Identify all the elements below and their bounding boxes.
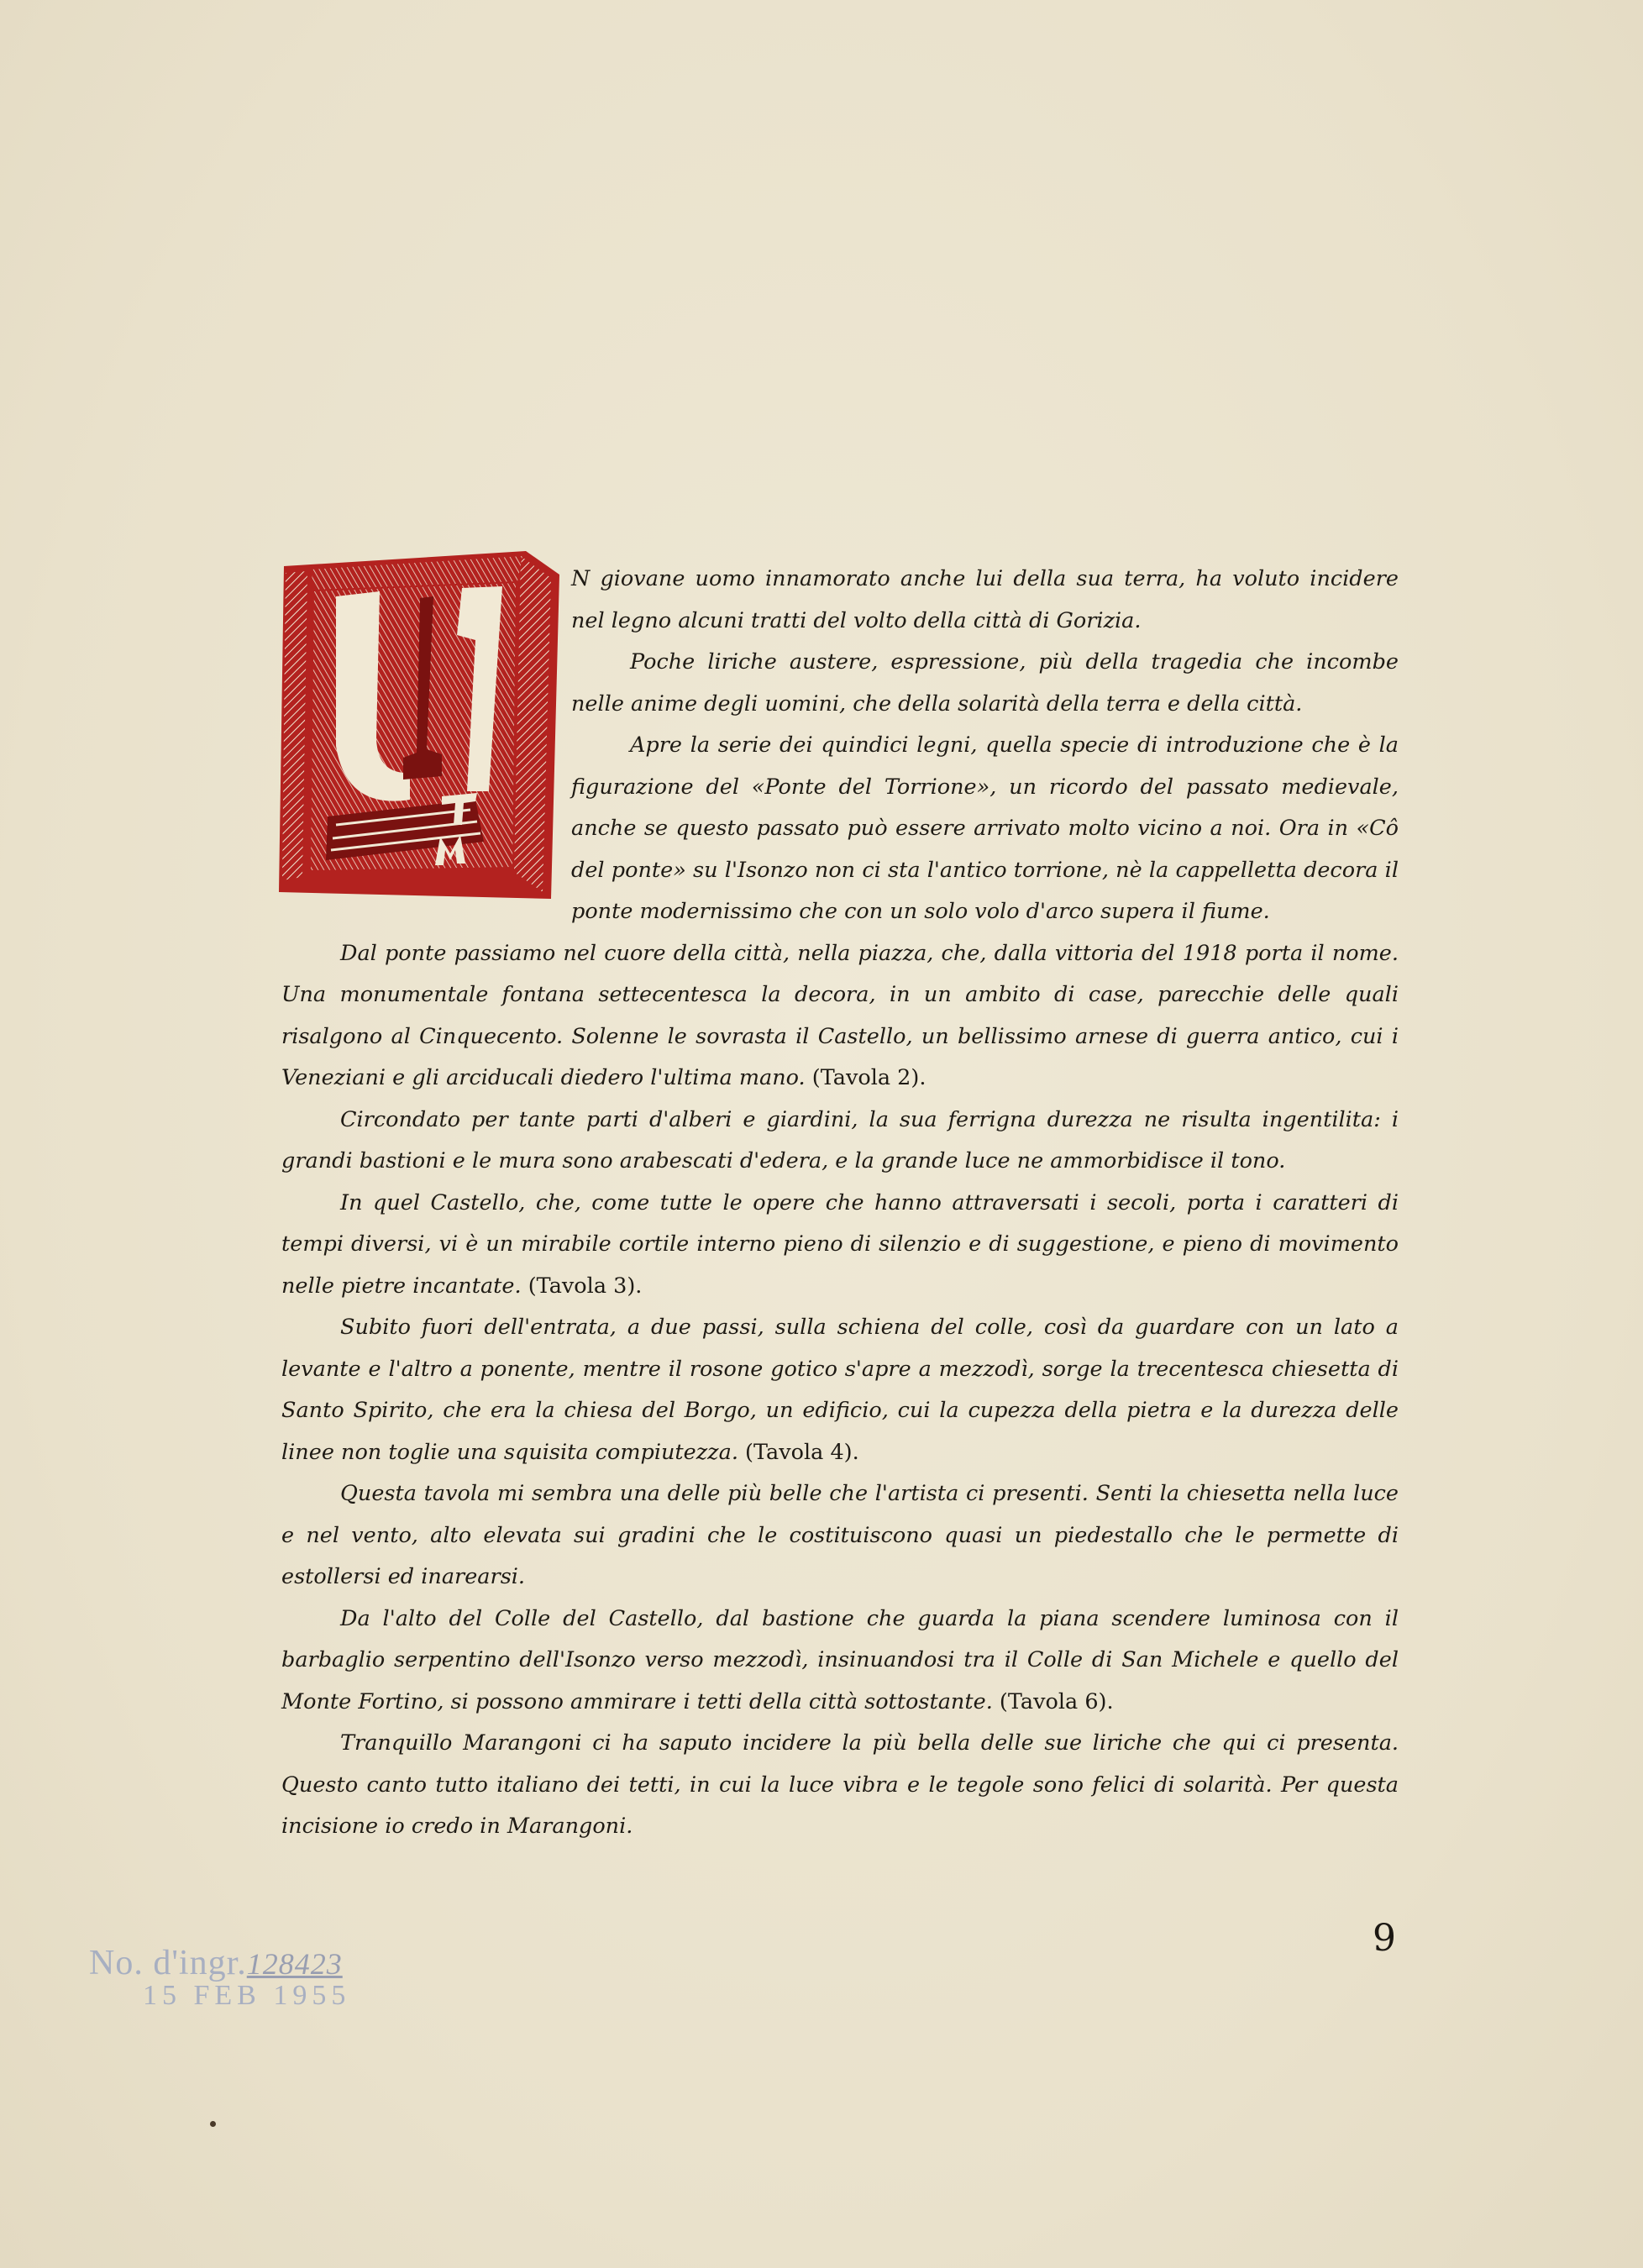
stamp-prefix: No. d'ingr. bbox=[89, 1944, 247, 1982]
paragraph-5 bbox=[281, 1183, 1399, 1308]
plate-ref-2: (Tavola 2). bbox=[811, 1065, 926, 1090]
accession-stamp bbox=[89, 1944, 351, 2012]
paragraph-inset-2: Apre la serie dei quindici legni, quella specie di introduzione che è la figurazione del «Ponte del Torrione», un ricordo del passato medievale, anche se questo passato può essere arrivato molto vicino a noi. Ora in «Cô del ponte» su l'Isonzo non ci sta l'antico torrione, nè la cappelletta decora il ponte modernissimo che con un solo volo d'arco supera il fiume. bbox=[571, 732, 1399, 924]
plate-ref-3: (Tavola 3). bbox=[528, 1273, 643, 1299]
stamp-line-1 bbox=[89, 1944, 350, 1982]
paragraph-8-text: Da l'alto del Colle del Castello, dal bastione che guarda la piana scendere luminosa con il barbaglio serpentino dell'Isonzo verso mezzodì, insinuandosi tra il Colle di San Michele e quello del Monte Fortino, si possono ammirare i tetti della città sottostante. bbox=[281, 1605, 1399, 1714]
paper-speck bbox=[210, 2121, 216, 2127]
paragraph-5-text: In quel Castello, che, come tutte le opere che hanno attraversati i secoli, porta i caratteri di tempi diversi, vi è un mirabile cortile interno pieno di silenzio e di suggestione, e pieno di movimento nelle pietre incantate. bbox=[281, 1189, 1399, 1299]
stamp-number: 128423 bbox=[246, 1947, 343, 1981]
paragraph-inset-1: Poche liriche austere, espressione, più della tragedia che incombe nelle anime degli uomini, che della solarità della terra e della città. bbox=[571, 649, 1399, 717]
plate-ref-4: (Tavola 4). bbox=[745, 1439, 859, 1465]
plate-ref-6: (Tavola 6). bbox=[999, 1688, 1114, 1714]
body-text bbox=[281, 559, 1399, 1848]
paragraph-3-text: Dal ponte passiamo nel cuore della città, nella piazza, che, dalla vittoria del 1918 porta il nome. Una monumentale fontana settecentesca la decora, in un ambito di case, parecchie delle quali risalgono al Cinquecento. Solenne le sovrasta il Castello, un bellissimo arnese di guerra antico, cui i Veneziani e gli arciducali diedero l'ultima mano. bbox=[281, 940, 1399, 1090]
paragraph-6 bbox=[281, 1307, 1399, 1473]
paragraph-7: Questa tavola mi sembra una delle più belle che l'artista ci presenti. Senti la chiesetta nella luce e nel vento, alto elevata sui gradini che le costituiscono quasi un piedestallo che le permette di estollersi ed inarearsi. bbox=[281, 1481, 1399, 1589]
paragraph-8 bbox=[281, 1599, 1399, 1724]
stamp-date: 15 FEB 1955 bbox=[143, 1980, 351, 2011]
page-number: 9 bbox=[1373, 1917, 1396, 1960]
paragraph-4: Circondato per tante parti d'alberi e giardini, la sua ferrigna durezza ne risulta ingentilita: i grandi bastioni e le mura sono arabescati d'edera, e la grande luce ne ammorbidisce il tono. bbox=[281, 1106, 1399, 1173]
lead-in-paragraph: N giovane uomo innamorato anche lui della sua terra, ha voluto incidere nel legno alcuni tratti del volto della città di Gorizia. bbox=[571, 566, 1399, 633]
paragraph-6-text: Subito fuori dell'entrata, a due passi, sulla schiena del colle, così da guardare con un lato a levante e l'altro a ponente, mentre il rosone gotico s'apre a mezzodì, sorge la trecentesca chiesetta di Santo Spirito, che era la chiesa del Borgo, un edificio, cui la cupezza della pietra e la durezza delle linee non toglie una squisita compiutezza. bbox=[281, 1315, 1399, 1465]
paragraph-9: Tranquillo Marangoni ci ha saputo incidere la più bella delle sue liriche che qui ci presenta. Questo canto tutto italiano dei tetti, in cui la luce vibra e le tegole sono felici di solarità. Per questa incisione io credo in Marangoni. bbox=[281, 1730, 1399, 1839]
paragraph-3 bbox=[281, 933, 1399, 1100]
